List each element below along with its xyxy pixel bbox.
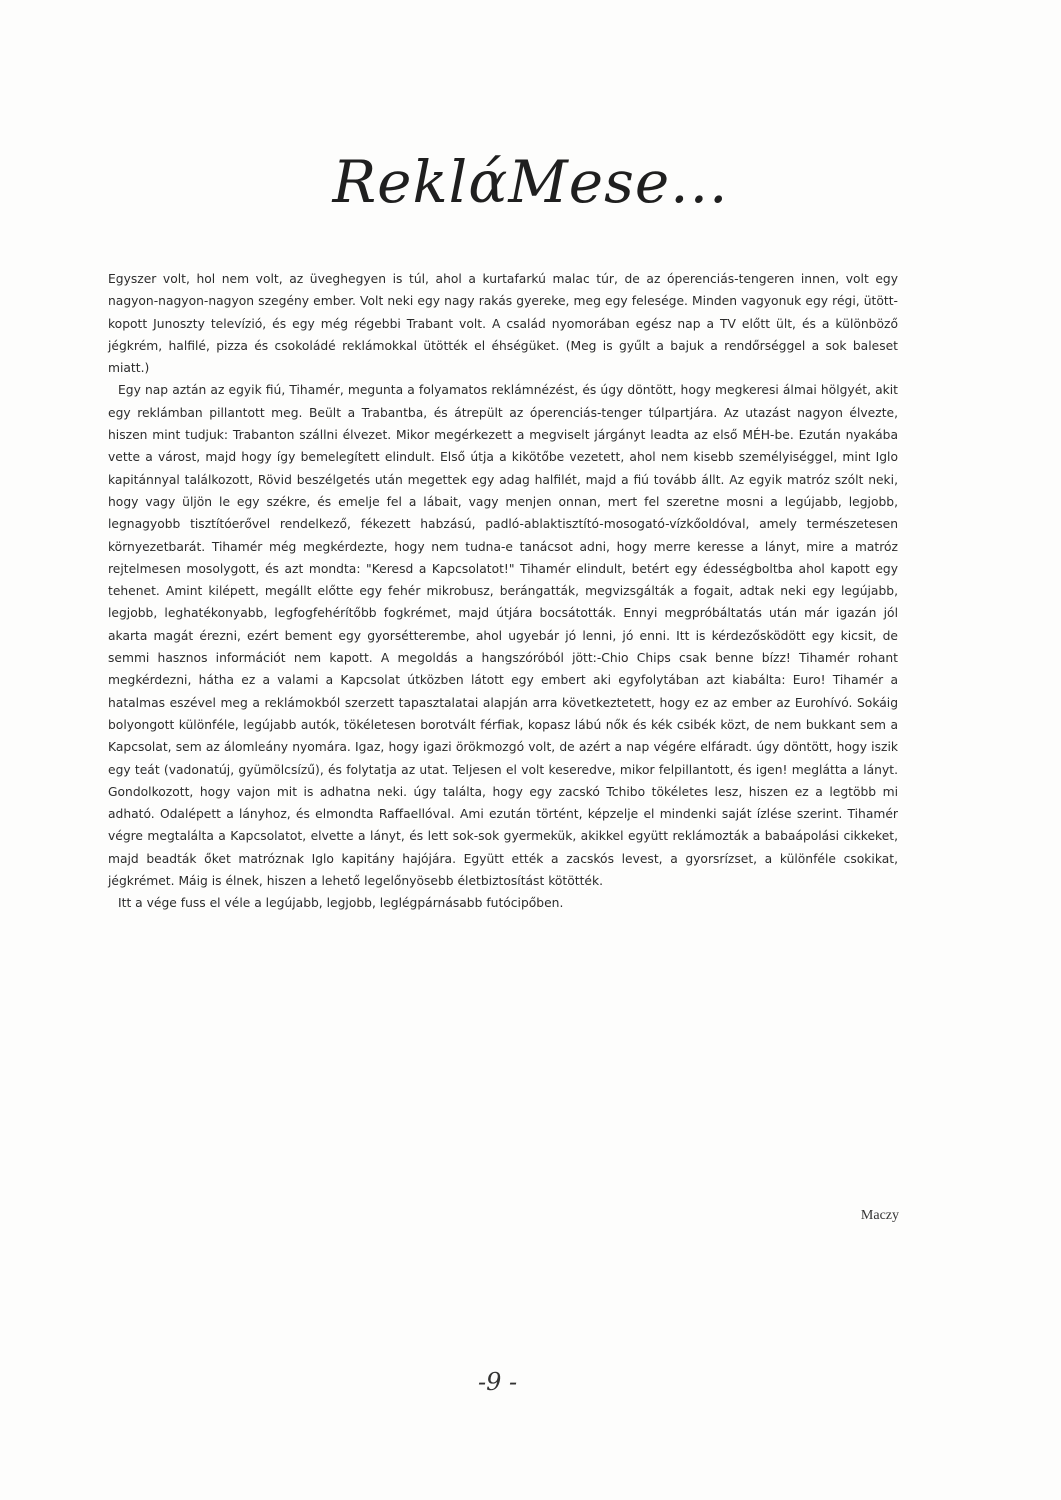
story-title: ReklάMese...	[332, 148, 729, 216]
author-signature: Maczy	[860, 1208, 899, 1223]
story-body	[108, 268, 898, 915]
page-number: -9 -	[478, 1368, 518, 1396]
paragraph-main: Egy nap aztán az egyik fiú, Tihamér, megunta a folyamatos reklámnézést, és úgy döntött, hogy megkeresi álmai hölgyét, akit egy reklámban pillantott meg. Beült a Trabantba, és átrepült az óperenciás-tenger túlpartjára. Az utazást nagyon élvezte, hiszen mint tudjuk: Trabanton szállni élvezet. Mikor megérkezett a megviselt járgányt leadta az első MÉH-be. Ezután nyakába vette a várost, majd hogy így bemelegített elindult. Első útja a kikötőbe vezetett, ahol nem kisebb személyiséggel, mint Iglo kapitánnyal találkozott, Rövid beszélgetés után megettek egy adag halfilét, majd a fiú tovább állt. Az egyik matróz szólt neki, hogy vagy üljön le egy székre, és emelje fel a lábait, vagy menjen onnan, mert fel szeretne mosni a legújabb, legjobb, legnagyobb tisztítóerővel rendelkező, fékezett habzású, padló-ablaktisztító-mosogató-vízkőoldóval, amely természetesen környezetbarát. Tihamér még megkérdezte, hogy nem tudna-e tanácsot adni, hogy merre keresse a lányt, mire a matróz rejtelmesen mosolygott, és azt mondta: "Keresd a Kapcsolatot!" Tihamér elindult, betért egy édességboltba ahol kapott egy tehenet. Amint kilépett, megállt előtte egy fehér mikrobusz, berángatták, megvizsgálták a fogait, adtak neki egy legújabb, legjobb, leghatékonyabb, legfogfehérítőbb fogkrémet, majd útjára bocsátották. Ennyi megpróbáltatás után már igazán jól akarta magát érezni, ezért bement egy gyorsétterembe, ahol ugyebár jó lenni, jó enni. Itt is kérdezősködött egy kicsit, de semmi hasznos információt nem kapott. A megoldás a hangszóróból jött:-Chio Chips csak benne bízz! Tihamér rohant megkérdezni, hátha ez a valami a Kapcsolat útközben látott egy embert aki egyfolytában azt kiabálta: Euro! Tihamér a hatalmas eszével meg a reklámokból szerzett tapasztalatai alapján arra következtetett, hogy ez az ember az Eurohívó. Sokáig bolyongott különféle, legújabb autók, tökéletesen borotvált férfiak, kopasz lábú nők és kék csibék közt, de nem bukkant sem a Kapcsolat, sem az álomleány nyomára. Igaz, hogy igazi örökmozgó volt, de azért a nap végére elfáradt. úgy döntött, hogy iszik egy teát (vadonatúj, gyümölcsízű), és folytatja az utat. Teljesen el volt keseredve, mikor felpillantott, és igen! meglátta a lányt. Gondolkozott, hogy vajon mit is adhatna neki. úgy találta, hogy egy zacskó Tchibo tökéletes lesz, hiszen ez a legtöbb mi adható. Odalépett a lányhoz, és elmondta Raffaellóval. Ami ezután történt, képzelje el mindenki saját ízlése szerint. Tihamér végre megtalálta a Kapcsolatot, elvette a lányt, és lett sok-sok gyermekük, akikkel együtt reklámozták a babaápolási cikkeket, majd beadták őket matróznak Iglo kapitány hajójára. Együtt ették a zacskós levest, a gyorsrízset, a különféle csokikat, jégkrémet. Máig is élnek, hiszen a lehető legelőnyösebb életbiztosítást kötötték.	[108, 383, 898, 889]
paragraph-intro: Egyszer volt, hol nem volt, az üveghegyen is túl, ahol a kurtafarkú malac túr, de az óperenciás-tengeren innen, volt egy nagyon-nagyon-nagyon szegény ember. Volt neki egy nagy rakás gyereke, meg egy felesége. Minden vagyonuk egy régi, ütött-kopott Junoszty televízió, és egy még régebbi Trabant volt. A család nyomorában egész nap a TV előtt ült, és a különböző jégkrém, halfilé, pizza és csokoládé reklámokkal ütötték el éhségüket. (Meg is gyűlt a bajuk a rendőrséggel a sok baleset miatt.)	[108, 272, 898, 376]
paragraph-closing: Itt a vége fuss el véle a legújabb, legjobb, leglégpárnásabb futócipőben.	[118, 896, 564, 911]
